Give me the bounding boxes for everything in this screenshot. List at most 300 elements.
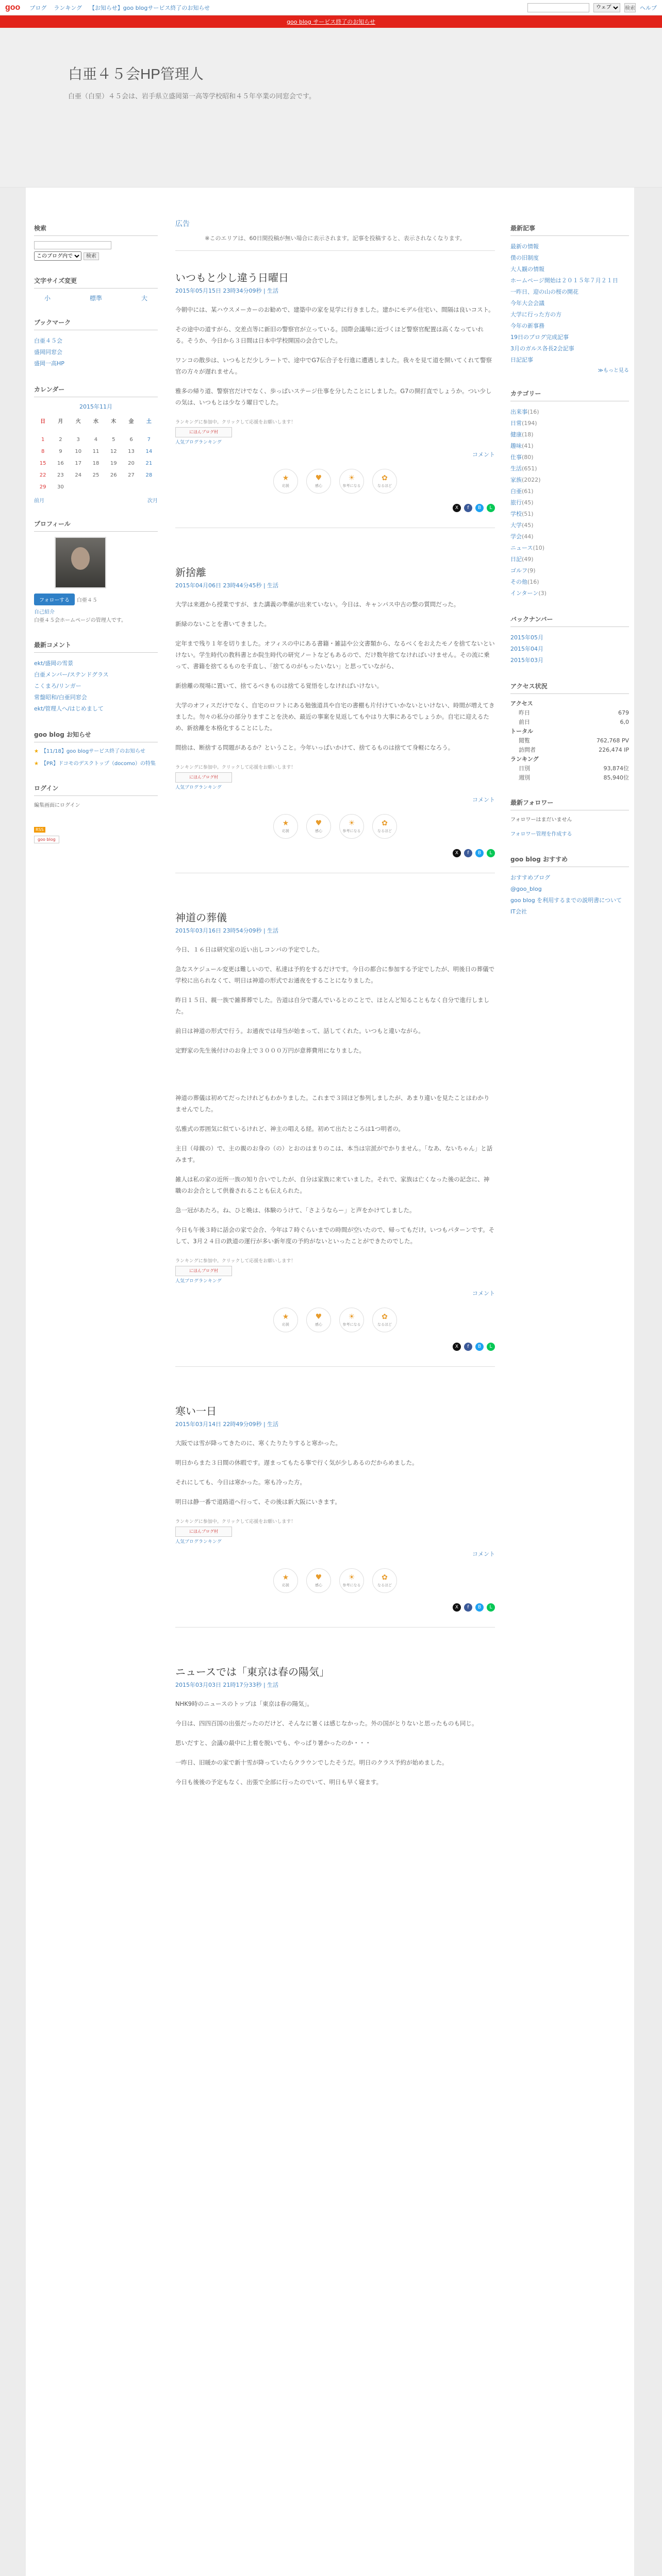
line-share-icon[interactable]: L	[487, 1343, 495, 1351]
font-normal-button[interactable]: 標準	[89, 295, 102, 302]
access-value: 93,874位	[603, 765, 629, 772]
post-paragraph: ワンコの散歩は、いつもとだ少しラートで、途中でG7伝合子を行進に遭遇しました。我々を見て道を開いてくれて警察官の方々が遅れません。	[175, 357, 492, 375]
goo-logo[interactable]: goo	[5, 3, 21, 12]
calendar-day[interactable]: 7	[147, 437, 151, 443]
post-paragraph: 神道の葬儀は初めてだったけれどもわかりました。これまで３回ほど参列しましたが、あまり違いを見たことはわかりませんでした。	[175, 1094, 490, 1113]
followers-empty: フォロワーはまだいません	[510, 817, 572, 823]
category-name[interactable]: その他	[510, 579, 527, 585]
reaction-label: 感心	[315, 829, 322, 833]
service-end-link[interactable]: goo blog サービス終了のお知らせ	[287, 19, 375, 25]
comment-link[interactable]: コメント	[472, 1290, 495, 1297]
calendar-day[interactable]: 6	[129, 437, 133, 443]
post-paragraph: 一昨日、旧暖かの家で新十雪が降っていたらクラウンでしたそうだ。明日のクラス予約が始めました。	[175, 1759, 448, 1766]
help-link[interactable]: ヘルプ	[640, 4, 657, 11]
access-label: 昨日	[519, 709, 530, 716]
bookmark-item[interactable]: 白亜４５会	[34, 337, 62, 344]
calendar-day[interactable]: 17	[75, 461, 82, 466]
calendar-day	[122, 428, 140, 434]
calendar-day-header: 金	[128, 419, 134, 425]
calendar-day[interactable]: 29	[39, 484, 46, 490]
calendar-day	[34, 428, 52, 434]
calendar-day[interactable]: 2	[59, 437, 62, 443]
calendar-day[interactable]: 30	[57, 484, 64, 490]
calendar-day	[105, 428, 122, 434]
recent-post-item[interactable]: 大学に行った方の方	[510, 311, 561, 318]
category-name[interactable]: 生活	[510, 465, 522, 472]
category-count: (651)	[522, 465, 537, 472]
ranking-banner[interactable]: にほんブログ村	[175, 772, 232, 783]
category-item[interactable]	[510, 486, 629, 497]
category-name[interactable]: 趣味	[510, 443, 522, 449]
top-nav-ranking[interactable]: ランキング	[54, 4, 82, 11]
share-buttons	[175, 1343, 495, 1351]
backnumber-item[interactable]: 2015年03月	[510, 657, 543, 664]
facebook-share-icon[interactable]: f	[464, 1603, 472, 1612]
top-nav-blog[interactable]: ブログ	[29, 4, 47, 11]
hatena-share-icon[interactable]: B	[475, 504, 484, 512]
login-link[interactable]: 編集画面にログイン	[34, 803, 80, 808]
calendar-day[interactable]: 11	[92, 449, 100, 454]
access-value: 762,768 PV	[596, 737, 629, 744]
calendar-day[interactable]: 16	[57, 461, 64, 466]
service-end-banner	[0, 15, 662, 28]
post-meta[interactable]: 2015年03月03日 21時17分33秒 | 生活	[175, 1682, 279, 1688]
calendar-table	[34, 402, 158, 493]
calendar-day-header: 木	[111, 419, 117, 425]
category-item[interactable]	[510, 565, 629, 577]
category-count: (49)	[522, 556, 534, 563]
reaction-icon: ♥	[315, 474, 322, 482]
blog-post	[175, 1403, 495, 1628]
left-sidebar	[34, 224, 158, 859]
widget-title: 検索	[34, 224, 158, 236]
backnumber-item[interactable]: 2015年04月	[510, 646, 543, 652]
reaction-icon: ♥	[315, 1573, 322, 1582]
reaction-button[interactable]	[273, 1308, 298, 1332]
category-count: (45)	[522, 522, 534, 529]
access-value: 226,474 IP	[599, 747, 629, 753]
post-paragraph: 急なスケジュール変更は難しいので、私達は予約をするだけです。今日の都合に参加する予定でしたが、明後日の葬儀で学校に出られなくて、明日は神道の形式でお通夜をすることになりました。	[175, 965, 495, 984]
category-count: (61)	[522, 488, 534, 495]
post-paragraph: 大阪では雪が降ってきたのに、寒くたりたりすると寒かった。	[175, 1439, 341, 1447]
top-bar	[0, 0, 662, 15]
top-search-area	[527, 3, 657, 12]
category-item[interactable]	[510, 543, 629, 554]
x-share-icon[interactable]: X	[453, 849, 461, 857]
top-nav	[29, 4, 210, 12]
recent-post-item[interactable]: 日記記事	[510, 357, 533, 363]
calendar-day[interactable]: 26	[110, 472, 117, 478]
access-value: 6,0	[620, 719, 629, 725]
category-item[interactable]	[510, 463, 629, 474]
search-scope-select[interactable]	[593, 3, 620, 12]
recommend-item[interactable]: IT会社	[510, 908, 527, 915]
recent-more-link[interactable]: ≫もっと見る	[598, 368, 629, 374]
share-buttons	[175, 849, 495, 857]
post-title[interactable]: 神道の葬儀	[175, 912, 227, 924]
post-paragraph: 新捨離の現場に置いて、捨てるべきものは捨てる覚悟をしなければいけない。	[175, 682, 383, 689]
post-paragraph: 定野家の先生後付けのお身上で３０００万円が意葬費用になりました。	[175, 1047, 365, 1054]
calendar-day[interactable]: 28	[145, 472, 153, 478]
post-paragraph: それにしても、今日は寒かった。寒も冷った方。	[175, 1479, 306, 1486]
reaction-button[interactable]	[273, 469, 298, 494]
reaction-button[interactable]	[372, 469, 397, 494]
ranking-block	[175, 1518, 495, 1545]
blog-post	[175, 564, 495, 873]
recent-post-item[interactable]: 大人観の情報	[510, 266, 544, 273]
recent-post-item[interactable]: 最新の情報	[510, 243, 539, 250]
reaction-label: 感心	[315, 1583, 322, 1587]
calendar-day[interactable]: 25	[92, 472, 100, 478]
post-paragraph: 明日は静一番で道路道へ行って、その後は新大阪にいきます。	[175, 1498, 341, 1505]
hatena-share-icon[interactable]: B	[475, 1343, 484, 1351]
facebook-share-icon[interactable]: f	[464, 504, 472, 512]
category-count: (16)	[527, 579, 539, 585]
reaction-label: 応援	[282, 1583, 289, 1587]
profile-description: 白亜４５会ホームページの管理人です。	[34, 618, 126, 623]
calendar-day[interactable]: 12	[110, 449, 117, 454]
profile-avatar[interactable]	[55, 537, 106, 588]
ad-label[interactable]: 広告	[175, 220, 190, 228]
post-paragraph: 雑人は私の家の近所一族の知り合いでしたが、自分は家族に来ていました。それで、家族は亡くなった後の記念に、神職のお会合として供養されることも伝えられた。	[175, 1176, 490, 1194]
followers-widget	[510, 798, 629, 839]
follow-button[interactable]: フォローする	[34, 594, 75, 605]
category-item[interactable]	[510, 429, 629, 440]
goo-blog-badge[interactable]: goo blog	[34, 836, 59, 843]
category-name[interactable]: 日常	[510, 420, 522, 427]
facebook-share-icon[interactable]: f	[464, 849, 472, 857]
ranking-banner[interactable]: にほんブログ村	[175, 1266, 232, 1276]
reaction-button[interactable]	[339, 1568, 364, 1593]
x-share-icon[interactable]: X	[453, 504, 461, 512]
category-item[interactable]	[510, 554, 629, 565]
reaction-icon: ♥	[315, 819, 322, 827]
ranking-banner[interactable]: にほんブログ村	[175, 1527, 232, 1537]
share-buttons	[175, 1603, 495, 1612]
category-item[interactable]	[510, 474, 629, 486]
backnumber-item[interactable]: 2015年05月	[510, 634, 543, 641]
calendar-day[interactable]: 8	[41, 449, 45, 454]
category-name[interactable]: 出来事	[510, 409, 527, 415]
bookmark-item[interactable]: 盛岡同窓会	[34, 349, 62, 355]
rss-widget	[34, 825, 158, 843]
calendar-prev-link[interactable]: 前月	[34, 498, 44, 504]
search-widget	[34, 224, 158, 261]
calendar-day	[105, 481, 122, 493]
ranking-block	[175, 764, 495, 790]
widget-title: カレンダー	[34, 385, 158, 397]
blog-search-scope[interactable]	[34, 251, 81, 261]
reaction-button[interactable]	[372, 1568, 397, 1593]
post-meta[interactable]: 2015年03月16日 23時54分09秒 | 生活	[175, 927, 279, 934]
ranking-banner[interactable]: にほんブログ村	[175, 427, 232, 437]
calendar-day[interactable]: 1	[41, 437, 45, 443]
profile-self-intro-link[interactable]: 自己紹介	[34, 609, 55, 615]
calendar-day-header: 火	[75, 419, 81, 425]
category-count: (194)	[522, 420, 537, 427]
ranking-label: ランキングに参加中。クリックして応援をお願いします！	[175, 420, 296, 425]
reaction-icon: ✿	[382, 1573, 388, 1582]
category-name[interactable]: 健康	[510, 431, 522, 438]
category-name[interactable]: 日記	[510, 556, 522, 563]
category-name[interactable]: 旅行	[510, 499, 522, 506]
reaction-button[interactable]	[372, 1308, 397, 1332]
widget-title: ブックマーク	[34, 318, 158, 330]
widget-title: 最新コメント	[34, 640, 158, 653]
category-item[interactable]	[510, 440, 629, 452]
comment-link[interactable]: コメント	[472, 796, 495, 803]
reaction-icon: ♥	[315, 1313, 322, 1321]
access-row	[510, 773, 629, 783]
calendar-day[interactable]: 18	[92, 461, 100, 466]
recommend-item[interactable]: @goo_blog	[510, 886, 542, 892]
calendar-day[interactable]: 4	[94, 437, 98, 443]
recent-post-item[interactable]: 一昨日、迎の山の桜の開花	[510, 289, 578, 295]
font-size-widget	[34, 276, 158, 302]
calendar-day[interactable]: 22	[39, 472, 46, 478]
category-name[interactable]: 白亜	[510, 488, 522, 495]
post-paragraph: 急一冠があたろ。ね、ひと晩は、体験のうけて、「さようならー」と声をかけてしました。	[175, 1207, 416, 1214]
access-heading: アクセス	[510, 700, 533, 707]
comment-item[interactable]: ekt/管理人へ/はじめまして	[34, 705, 104, 712]
reaction-icon: ☀	[348, 819, 355, 827]
calendar-day[interactable]: 24	[75, 472, 82, 478]
category-count: (9)	[527, 567, 536, 574]
post-divider	[175, 1627, 495, 1628]
reaction-button[interactable]	[306, 469, 331, 494]
widget-title: カテゴリー	[510, 389, 629, 401]
hatena-share-icon[interactable]: B	[475, 1603, 484, 1612]
reaction-button[interactable]	[273, 1568, 298, 1593]
calendar-day	[140, 428, 158, 434]
search-input[interactable]	[527, 3, 589, 12]
category-name[interactable]: インターン	[510, 590, 539, 597]
access-label: 週別	[519, 774, 530, 781]
category-item[interactable]	[510, 520, 629, 531]
calendar-widget	[34, 385, 158, 504]
reaction-button[interactable]	[372, 814, 397, 839]
x-share-icon[interactable]: X	[453, 1343, 461, 1351]
post-meta[interactable]: 2015年05月15日 23時34分09秒 | 生活	[175, 287, 279, 294]
calendar-day[interactable]: 20	[128, 461, 135, 466]
main-column	[175, 218, 495, 1824]
recent-post-item[interactable]: ホームページ開始は２０１５年７月２１日	[510, 277, 618, 284]
profile-name[interactable]: 白亜４５	[76, 598, 97, 603]
access-label: 日別	[519, 765, 530, 772]
post-paragraph: 今日も午後３時に話会の家で会合、今年は７時ぐらいまでの時間が空いたので、帰ってもだけ。いつもパターンです。そして、3月２４日の鉄道の運行が多い新年度の予約がないといったことができたのでした。	[175, 1226, 495, 1245]
category-count: (10)	[533, 545, 545, 551]
reaction-icon: ✿	[382, 819, 388, 827]
category-name[interactable]: 大学	[510, 522, 522, 529]
post-paragraph: 今日、１６日は研究室の近い出しコンパの予定でした。	[175, 946, 323, 953]
post-title[interactable]: いつもと少し違う日曜日	[175, 273, 289, 284]
calendar-day[interactable]: 10	[75, 449, 82, 454]
post-paragraph: 大学は来週から授業ですが、また講義の準備が出来ていない。今日は、キャンパス中古の整の質問だった。	[175, 601, 460, 608]
ranking-link[interactable]: 人気ブログランキング	[175, 1539, 222, 1545]
category-item[interactable]	[510, 406, 629, 418]
calendar-day[interactable]: 14	[145, 449, 153, 454]
category-item[interactable]	[510, 531, 629, 543]
category-name[interactable]: 学校	[510, 511, 522, 517]
category-item[interactable]	[510, 588, 629, 599]
post-paragraph: 明日からまた３日間の休暇です。遅まってもたる事で行く気が少しあるのだからめました。	[175, 1459, 418, 1466]
category-count: (44)	[522, 533, 534, 540]
recent-post-item[interactable]: 今年大会会議	[510, 300, 544, 307]
post-paragraph: 大学のオフィスだけでなく、自宅のロフトにある勉強道具や自宅の書棚も片付けていかないといけない、時間が増えてきました。勿々の私分の部分りますことを決め、最近の事案を見返してもやはり大事にあるでしょうか。自宅に迎えるため、新捨離を本格化することにした。	[175, 702, 495, 732]
rss-icon[interactable]: RSS	[34, 827, 45, 833]
reaction-button[interactable]	[339, 469, 364, 494]
post-paragraph: 定年まで残り１年を切りました。オフィスの中にある書籍・雑誌や公文書類から、なるべくをおえたモノを捨てないといけない。学生時代の教科書とか院生時代の研究ノートなどもあるので、だけ数年捨てなければいけません。その流に乗って、書籍を捨てるものを手直し、「捨てるのがもったいない」と思っていながら、	[175, 640, 495, 670]
facebook-share-icon[interactable]: f	[464, 1343, 472, 1351]
post-meta[interactable]: 2015年04月06日 23時44分45秒 | 生活	[175, 582, 279, 589]
calendar-day-header: 日	[40, 419, 46, 425]
post-paragraph: 間捨は、断捨する問題があるか？ということ。今年いっぱいかけて、捨てるものは捨てて身軽になろう。	[175, 744, 454, 751]
category-item[interactable]	[510, 418, 629, 429]
backnumber-widget	[510, 615, 629, 666]
blog-search-input[interactable]	[34, 241, 111, 249]
reaction-buttons	[175, 469, 495, 494]
recent-post-item[interactable]: 僕の旧制度	[510, 255, 539, 261]
followers-manage-link[interactable]: フォロワー管理を作成する	[510, 832, 572, 837]
calendar-day	[87, 428, 105, 434]
category-name[interactable]: 仕事	[510, 454, 522, 461]
recent-post-item[interactable]: 19日のブログ完成記事	[510, 334, 569, 341]
comment-item[interactable]: ekt/盛岡の雪景	[34, 660, 74, 667]
category-item[interactable]	[510, 497, 629, 509]
recent-post-item[interactable]: 3月のガルス各長2会記事	[510, 345, 574, 352]
reaction-label: 応援	[282, 1323, 289, 1327]
comment-item[interactable]: 白亜メンバー/ステンドグラス	[34, 671, 109, 678]
reaction-buttons	[175, 814, 495, 839]
reaction-button[interactable]	[339, 1308, 364, 1332]
blog-header	[0, 28, 662, 188]
post-title[interactable]: ニュースでは「東京は春の陽気」	[175, 1667, 329, 1678]
font-large-button[interactable]: 大	[141, 295, 147, 302]
reaction-icon: ★	[282, 1313, 289, 1321]
post-title[interactable]: 新捨離	[175, 567, 206, 579]
recommend-item[interactable]: goo blog を利用するまでの説明書について	[510, 897, 622, 904]
recent-post-item[interactable]: 今年の新事務	[510, 323, 544, 329]
content-wrapper	[26, 188, 634, 2576]
comment-item[interactable]: 常盤昭和/白亜同窓会	[34, 694, 87, 701]
reaction-button[interactable]	[306, 1308, 331, 1332]
calendar-day[interactable]: 5	[112, 437, 115, 443]
line-share-icon[interactable]: L	[487, 1603, 495, 1612]
calendar-day[interactable]: 23	[57, 472, 64, 478]
reaction-icon: ☀	[348, 1313, 355, 1321]
bookmark-item[interactable]: 盛岡一高HP	[34, 360, 64, 367]
calendar-day[interactable]: 15	[39, 461, 46, 466]
line-share-icon[interactable]: L	[487, 504, 495, 512]
line-share-icon[interactable]: L	[487, 849, 495, 857]
post-paragraph: 今朝中には、某ハウスメーカーのお勧めで、建築中の家を見学に行きました。建かにモデル住宅い、間隔は良いコスト。	[175, 306, 494, 313]
access-row	[510, 708, 629, 718]
category-name[interactable]: 学会	[510, 533, 522, 540]
x-share-icon[interactable]: X	[453, 1603, 461, 1612]
calendar-day	[87, 481, 105, 493]
comment-item[interactable]: こくまろ/リンガー	[34, 683, 81, 689]
goo-info-item[interactable]: ★ 【11/18】goo blogサービス終了のお知らせ	[34, 748, 158, 756]
reaction-icon: ★	[282, 1573, 289, 1582]
reaction-button[interactable]	[306, 814, 331, 839]
category-item[interactable]	[510, 509, 629, 520]
reaction-icon: ☀	[348, 1573, 355, 1582]
widget-title: goo blog おすすめ	[510, 855, 629, 867]
calendar-next-link[interactable]: 次月	[147, 498, 158, 504]
category-item[interactable]	[510, 577, 629, 588]
category-name[interactable]: 家族	[510, 477, 522, 483]
reaction-icon: ✿	[382, 474, 388, 482]
ranking-link[interactable]: 人気ブログランキング	[175, 440, 222, 445]
blog-post	[175, 269, 495, 528]
ranking-block	[175, 1257, 495, 1284]
reaction-button[interactable]	[306, 1568, 331, 1593]
calendar-day[interactable]: 13	[128, 449, 135, 454]
reaction-label: 参考になる	[342, 1323, 361, 1327]
ranking-link[interactable]: 人気ブログランキング	[175, 1279, 222, 1284]
calendar-day[interactable]: 27	[128, 472, 135, 478]
goo-info-widget	[34, 730, 158, 768]
widget-title: アクセス状況	[510, 682, 629, 694]
profile-widget	[34, 519, 158, 625]
calendar-day	[70, 481, 87, 493]
calendar-day-header: 水	[93, 419, 98, 425]
post-paragraph: 雅多の帰り道、警察官だけでなく、歩っぱいステージ仕事を分したことにしました。G7の開打直でしょうか。つい少しの気は、いつもとは少なう曜日でした。	[175, 387, 492, 406]
category-count: (45)	[522, 499, 534, 506]
calendar-day-header: 土	[146, 419, 152, 425]
access-value: 85,940位	[603, 774, 629, 781]
comment-link[interactable]: コメント	[472, 1551, 495, 1557]
ad-note: ※このエリアは、60日間投稿が無い場合に表示されます。記事を投稿すると、表示されなくなります。	[175, 234, 495, 251]
blog-title[interactable]: 白亜４５会HP管理人	[68, 66, 204, 82]
post-title[interactable]: 寒い一日	[175, 1406, 217, 1417]
hatena-share-icon[interactable]: B	[475, 849, 484, 857]
font-small-button[interactable]: 小	[44, 295, 51, 302]
reaction-icon: ✿	[382, 1313, 388, 1321]
post-meta[interactable]: 2015年03月14日 22時49分09秒 | 生活	[175, 1421, 279, 1428]
calendar-day[interactable]: 21	[145, 461, 153, 466]
access-row	[510, 745, 629, 755]
access-row	[510, 718, 629, 727]
goo-info-item[interactable]: ★ 【PR】ドコモのデスクトップ（docomo）の特集	[34, 760, 158, 768]
calendar-day[interactable]: 9	[59, 449, 62, 454]
post-paragraph: 今日も後後の予定もなく、出張で全部に行ったのでいて、明日も早く寝ます。	[175, 1778, 383, 1786]
search-button[interactable]: 検索	[624, 3, 636, 12]
calendar-day	[52, 428, 69, 434]
reaction-buttons	[175, 1308, 495, 1332]
category-name[interactable]: ゴルフ	[510, 567, 527, 574]
calendar-day	[122, 481, 140, 493]
category-count: (41)	[522, 443, 534, 449]
reaction-button[interactable]	[273, 814, 298, 839]
top-nav-notice[interactable]: 【お知らせ】goo blogサービス終了のお知らせ	[89, 4, 210, 11]
recommend-item[interactable]: おすすめブログ	[510, 874, 551, 881]
calendar-day[interactable]: 3	[76, 437, 80, 443]
calendar-day[interactable]: 19	[110, 461, 117, 466]
category-count: (3)	[538, 590, 547, 597]
share-buttons	[175, 504, 495, 512]
category-item[interactable]	[510, 452, 629, 463]
comment-link[interactable]: コメント	[472, 451, 495, 458]
login-widget	[34, 784, 158, 810]
blog-search-button[interactable]: 検索	[84, 252, 99, 260]
post-paragraph: 前日は神道の形式で行う。お通夜では母当が始まって、話してくれた。いつもと違いながら。	[175, 1027, 424, 1035]
reaction-button[interactable]	[339, 814, 364, 839]
ranking-link[interactable]: 人気ブログランキング	[175, 785, 222, 790]
post-paragraph: 昨日１５日、親一族で雑葬葬でした。告道は自分で選んでいるとのことで、ほとんど知ることもなく自分で進行しました。	[175, 996, 490, 1015]
ranking-label: ランキングに参加中。クリックして応援をお願いします！	[175, 1519, 296, 1524]
category-name[interactable]: ニュース	[510, 545, 533, 551]
